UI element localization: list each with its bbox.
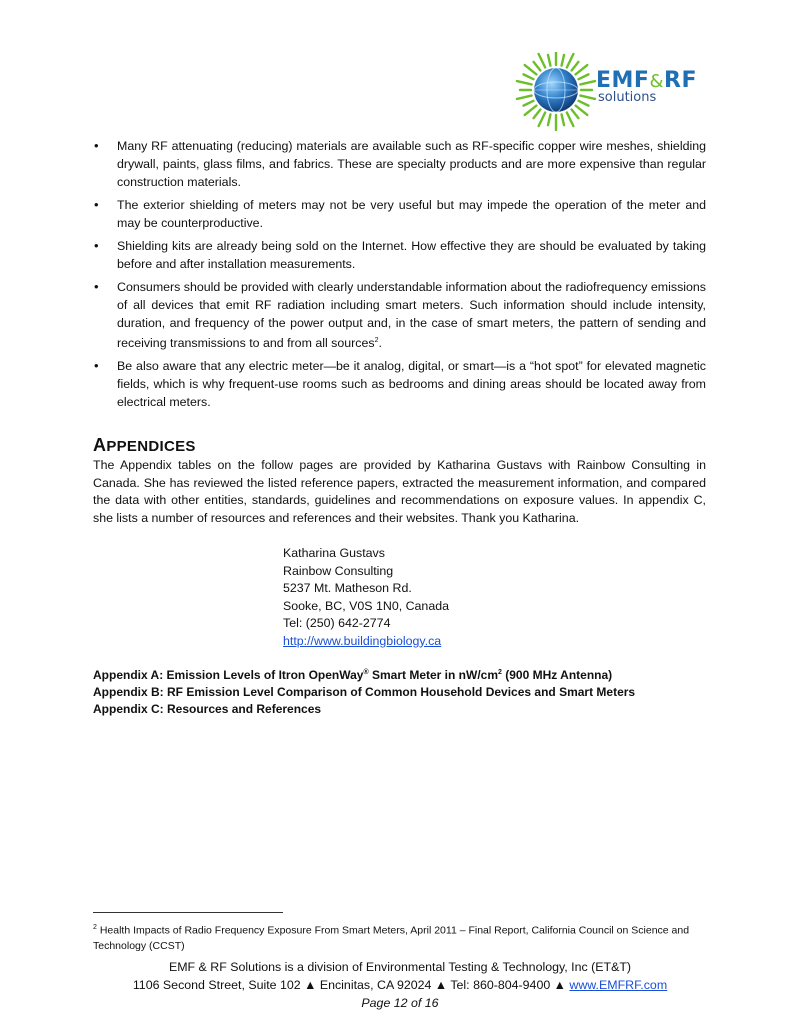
logo-ray [534,62,541,71]
page-number: Page 12 of 16 [361,996,439,1010]
contact-phone: Tel: (250) 642-2774 [283,616,391,630]
footnote-divider [93,912,283,913]
bullet-icon: • [94,138,99,153]
logo-ray [567,54,574,68]
logo-ray [534,110,541,119]
contact-name: Katharina Gustavs [283,546,385,560]
logo-ray [579,74,589,79]
logo-ray [525,65,537,74]
footer-website-link[interactable]: www.EMFRF.com [569,978,668,992]
logo-ray [579,101,589,106]
appendix-c: Appendix C: Resources and References [93,702,322,716]
logo-ray [548,114,550,125]
bullet-icon: • [94,197,99,212]
appendix-b: Appendix B: RF Emission Level Comparison of Common Household Devices and Smart Meters [93,685,636,699]
logo-ray [524,101,534,106]
logo-ray [580,81,595,84]
list-item: • Many RF attenuating (reducing) materials are available such as RF-specific copper wire meshes, shielding drywall, paints, glass films, and fabrics. These are specialty products and are more expensive than regular construction materials. [94,138,706,189]
footnote: $^2$ Health Impacts of Radio Frequency Exposure From Smart Meters, April 2011 – Final Report, California Council on Science and Technology (CCST) [93,924,690,952]
contact-city: Sooke, BC, V0S 1N0, Canada [283,598,449,613]
page-footer [0,958,800,1012]
logo-subtitle: solutions [598,90,657,105]
list-item: • Be also aware that any electric meter—be it analog, digital, or smart—is a “hot spot” for elevated magnetic fields, which is why frequent-use rooms such as bedrooms and dining areas should be located away from electrical meters. [94,358,706,410]
list-item: • The exterior shielding of meters may not be very useful but may impede the operation of the meter and may be counterproductive. [94,197,706,230]
bullet-icon: • [94,238,99,253]
bullet-icon: • [94,279,99,294]
logo-ray [562,55,564,66]
logo-ray [524,74,534,79]
contact-street: 5237 Mt. Matheson Rd. [283,581,412,595]
company-logo [508,52,708,132]
appendix-a: Appendix A: Emission Levels of Itron OpenWay® Smart Meter in $nW/cm^2$ (900 MHz Antenna) [93,668,613,682]
contact-company: Rainbow Consulting [283,563,394,578]
logo-ray [572,62,579,71]
recommendations-list [93,137,706,416]
logo-ray [576,65,588,74]
list-item: • Shielding kits are already being sold on the Internet. How effective they are should be evaluated by taking before and after installation measurements. [94,238,706,271]
footnote-ref[interactable]: 2 [374,337,379,344]
logo-ray [517,81,532,84]
logo-ray [539,54,546,68]
contact-website-link[interactable]: http://www.buildingbiology.ca [283,633,442,648]
logo-wordmark: EMF&RF [596,68,697,93]
logo-ray [576,106,588,115]
bullet-icon: • [94,358,99,374]
footer-address: 1106 Second Street, Suite 102 ▲ Encinitas, CA 92024 ▲ Tel: 860-804-9400 ▲ www.EMFRF.com [132,978,668,992]
logo-ray [548,55,550,66]
appendices-intro: The Appendix tables on the follow pages are provided by Katharina Gustavs with Rainbow Consulting in Canada. She has reviewed the listed reference papers, extracted the measurement information, and compared the data with other entities, standards, guidelines and recommendations on exposure values. In appendix C, she lists a number of resources and references and their websites. Thank you Katharina. [93,458,706,525]
logo-ray [580,96,595,99]
globe-icon [508,52,598,132]
logo-ray [525,106,537,115]
logo-ray [562,114,564,125]
logo-ray [517,96,532,99]
logo-ray [567,113,574,127]
footer-company: EMF & RF Solutions is a division of Environmental Testing & Technology, Inc (ET&T) [168,960,632,974]
logo-ray [539,113,546,127]
list-item: • Consumers should be provided with clearly understandable information about the radiofrequency emissions of all devices that emit RF radiation including smart meters. Such information should include intensity, duration, and frequency of the power output and, in the case of smart meters, the pattern of sending and receiving transmissions to and from all sources$^2$. [94,279,706,351]
logo-ray [572,110,579,119]
section-heading: APPENDICES [93,435,196,455]
appendix-list [93,667,635,718]
contact-block [283,545,449,650]
